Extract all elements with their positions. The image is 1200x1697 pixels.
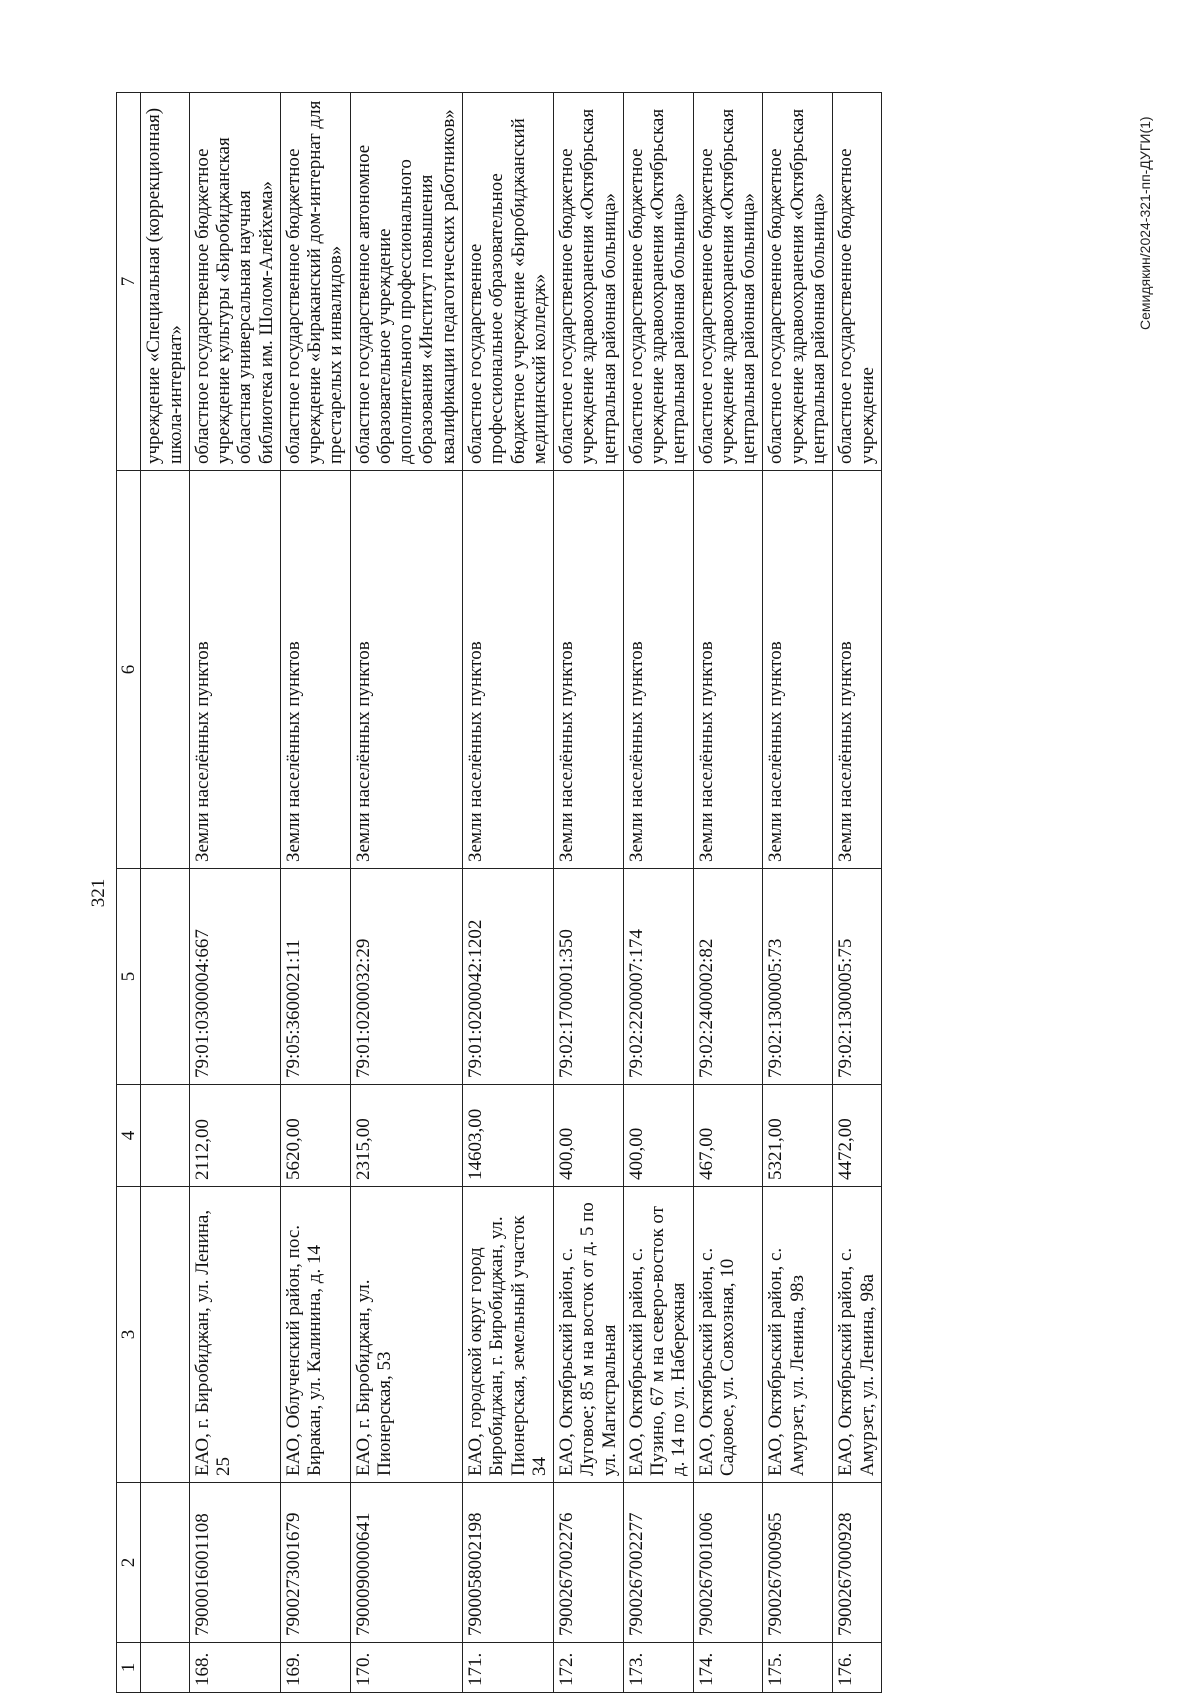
object-code-cell <box>141 1483 190 1643</box>
cadastral-number-cell: 79:01:0300004:667 <box>189 869 280 1085</box>
rotated-page-content <box>88 93 1200 1686</box>
area-cell: 400,00 <box>623 1085 693 1187</box>
address-cell: ЕАО, городской округ город Биробиджан, г. Биробиджан, ул. Пионерская, земельный участок 34 <box>462 1187 553 1483</box>
address-cell: ЕАО, г. Биробиджан, ул. Пионерская, 53 <box>350 1187 462 1483</box>
header-cell: 3 <box>117 1187 141 1483</box>
row-number-cell: 168. <box>189 1643 280 1693</box>
row-number-cell: 172. <box>554 1643 624 1693</box>
address-cell: ЕАО, Облученский район, пос. Биракан, ул. Калинина, д. 14 <box>280 1187 350 1483</box>
area-cell: 5321,00 <box>763 1085 833 1187</box>
rights-holder-cell: областное государственное бюджетное учреждение здравоохранения «Октябрьская центральная районная больница» <box>693 93 763 471</box>
rotated-content-frame <box>88 93 1148 1693</box>
table-header-row <box>117 93 141 1693</box>
land-category-cell: Земли населённых пунктов <box>280 471 350 869</box>
table-row <box>350 93 462 1693</box>
footer-code-strip <box>1125 0 1165 1697</box>
area-cell: 4472,00 <box>833 1085 882 1187</box>
table-row <box>141 93 190 1693</box>
area-cell: 467,00 <box>693 1085 763 1187</box>
area-cell: 14603,00 <box>462 1085 553 1187</box>
page-number: 321 <box>88 878 109 908</box>
cadastral-number-cell: 79:02:1300005:75 <box>833 869 882 1085</box>
header-cell: 2 <box>117 1483 141 1643</box>
row-number-cell: 176. <box>833 1643 882 1693</box>
table-row <box>693 93 763 1693</box>
land-category-cell: Земли населённых пунктов <box>623 471 693 869</box>
rights-holder-cell: областное государственное бюджетное учреждение культуры «Биробиджанская областная универсальная научная библиотека им. Шолом-Алейхема» <box>189 93 280 471</box>
table-row <box>189 93 280 1693</box>
address-cell <box>141 1187 190 1483</box>
area-cell <box>141 1085 190 1187</box>
cadastral-number-cell <box>141 869 190 1085</box>
object-code-cell: 7900090000641 <box>350 1483 462 1643</box>
row-number-cell: 170. <box>350 1643 462 1693</box>
table-row <box>833 93 882 1693</box>
area-cell: 400,00 <box>554 1085 624 1187</box>
land-category-cell: Земли населённых пунктов <box>554 471 624 869</box>
header-cell: 1 <box>117 1643 141 1693</box>
cadastral-number-cell: 79:02:1700001:350 <box>554 869 624 1085</box>
rights-holder-cell: областное государственное бюджетное учреждение здравоохранения «Октябрьская центральная районная больница» <box>763 93 833 471</box>
object-code-cell: 7900267002276 <box>554 1483 624 1643</box>
table-row <box>280 93 350 1693</box>
row-number-cell: 174. <box>693 1643 763 1693</box>
cadastral-number-cell: 79:05:3600021:11 <box>280 869 350 1085</box>
address-cell: ЕАО, Октябрьский район, с. Пузино, 67 м на северо-восток от д. 14 по ул. Набережная <box>623 1187 693 1483</box>
table-row <box>623 93 693 1693</box>
row-number-cell <box>141 1643 190 1693</box>
rights-holder-cell: областное государственное профессиональное образовательное бюджетное учреждение «Биробиджанский медицинский колледж» <box>462 93 553 471</box>
row-number-cell: 171. <box>462 1643 553 1693</box>
land-plot-registry-table <box>116 92 882 1693</box>
address-cell: ЕАО, Октябрьский район, с. Амурзет, ул. Ленина, 98а <box>833 1187 882 1483</box>
header-cell: 4 <box>117 1085 141 1187</box>
object-code-cell: 7900273001679 <box>280 1483 350 1643</box>
area-cell: 2112,00 <box>189 1085 280 1187</box>
land-category-cell: Земли населённых пунктов <box>693 471 763 869</box>
header-cell: 6 <box>117 471 141 869</box>
cadastral-number-cell: 79:01:0200042:1202 <box>462 869 553 1085</box>
land-category-cell <box>141 471 190 869</box>
table-body <box>117 93 882 1693</box>
address-cell: ЕАО, Октябрьский район, с. Садовое, ул. Совхозная, 10 <box>693 1187 763 1483</box>
row-number-cell: 169. <box>280 1643 350 1693</box>
area-cell: 5620,00 <box>280 1085 350 1187</box>
address-cell: ЕАО, Октябрьский район, с. Луговое; 85 м на восток от д. 5 по ул. Магистральная <box>554 1187 624 1483</box>
object-code-cell: 7900058002198 <box>462 1483 553 1643</box>
cadastral-number-cell: 79:02:1300005:73 <box>763 869 833 1085</box>
address-cell: ЕАО, г. Биробиджан, ул. Ленина, 25 <box>189 1187 280 1483</box>
land-category-cell: Земли населённых пунктов <box>763 471 833 869</box>
object-code-cell: 7900267000965 <box>763 1483 833 1643</box>
row-number-cell: 173. <box>623 1643 693 1693</box>
header-cell: 7 <box>117 93 141 471</box>
rights-holder-cell: учреждение «Специальная (коррекционная) школа-интернат» <box>141 93 190 471</box>
rights-holder-cell: областное государственное бюджетное учреждение здравоохранения «Октябрьская центральная районная больница» <box>554 93 624 471</box>
address-cell: ЕАО, Октябрьский район, с. Амурзет, ул. Ленина, 98з <box>763 1187 833 1483</box>
land-category-cell: Земли населённых пунктов <box>350 471 462 869</box>
area-cell: 2315,00 <box>350 1085 462 1187</box>
row-number-cell: 175. <box>763 1643 833 1693</box>
land-category-cell: Земли населённых пунктов <box>189 471 280 869</box>
object-code-cell: 7900267001006 <box>693 1483 763 1643</box>
rights-holder-cell: областное государственное бюджетное учреждение <box>833 93 882 471</box>
table-row <box>462 93 553 1693</box>
object-code-cell: 7900267002277 <box>623 1483 693 1643</box>
table-row <box>554 93 624 1693</box>
rights-holder-cell: областное государственное бюджетное учреждение здравоохранения «Октябрьская центральная районная больница» <box>623 93 693 471</box>
footer-code: Семидякин/2024-321-пп-ДУГИ(1) <box>1137 116 1153 330</box>
land-category-cell: Земли населённых пунктов <box>833 471 882 869</box>
object-code-cell: 7900267000928 <box>833 1483 882 1643</box>
table-row <box>763 93 833 1693</box>
rights-holder-cell: областное государственное автономное образовательное учреждение дополнительного профессионального образования «Институт повышения квалификации педагогических работников» <box>350 93 462 471</box>
cadastral-number-cell: 79:02:2200007:174 <box>623 869 693 1085</box>
object-code-cell: 7900016001108 <box>189 1483 280 1643</box>
cadastral-number-cell: 79:01:0200032:29 <box>350 869 462 1085</box>
cadastral-number-cell: 79:02:2400002:82 <box>693 869 763 1085</box>
rights-holder-cell: областное государственное бюджетное учреждение «Бираканский дом-интернат для престарелых и инвалидов» <box>280 93 350 471</box>
land-category-cell: Земли населённых пунктов <box>462 471 553 869</box>
header-cell: 5 <box>117 869 141 1085</box>
